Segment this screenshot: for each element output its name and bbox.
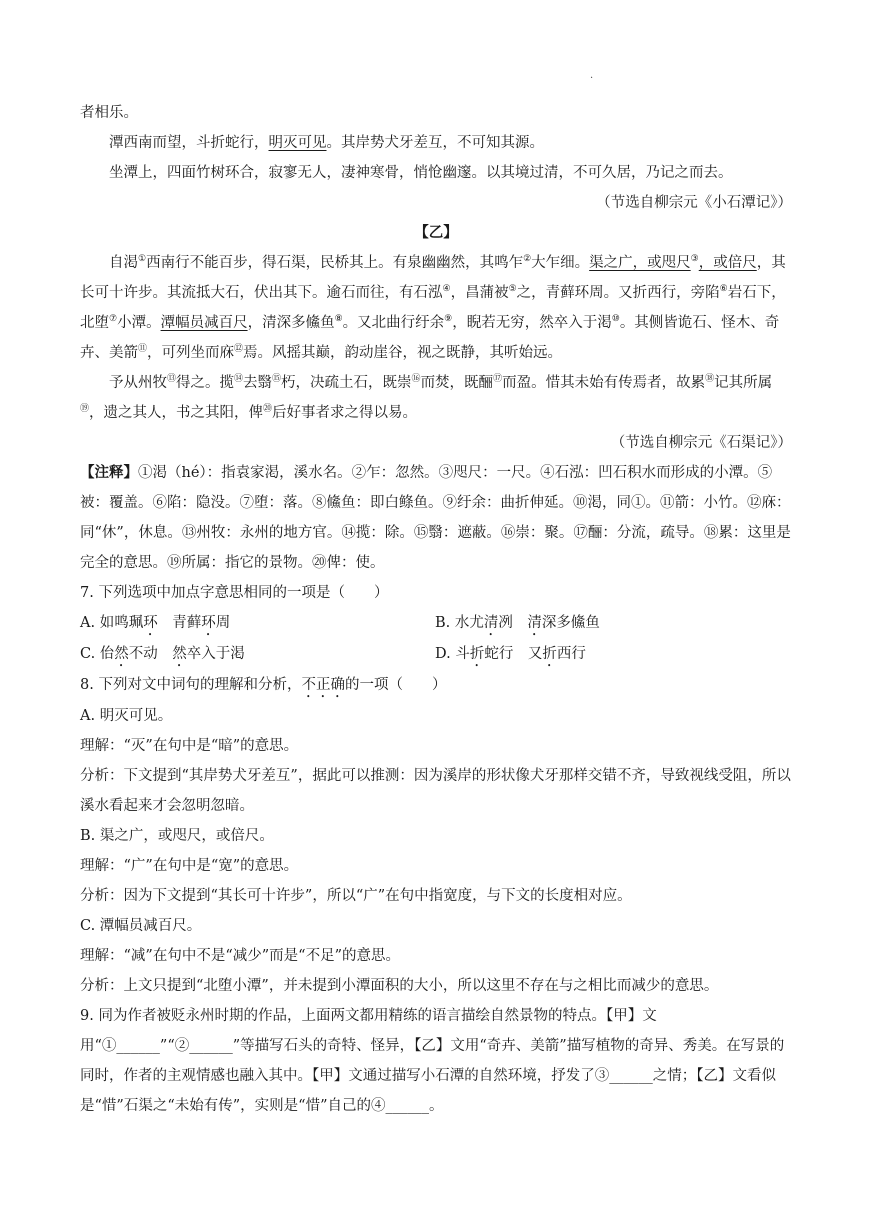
text-run: 。又北曲行纡余	[342, 315, 445, 331]
text-run: ，遗之其人，书之其阳，俾	[89, 405, 264, 421]
text-run: 而焚，既酾	[420, 375, 494, 391]
q9-text: 9. 同为作者被贬永州时期的作品，上面两文都用精练的语言描绘自然景物的特点。【甲】文用“①______”“②______”等描写石头的奇特、怪异，【乙】文用“奇卉、美箭”描写植物的奇异、秀美。在写景的同时，作者的主观情感也融入其中。【甲】文通过描写小石潭的自然环境，抒发了③______之情；【乙】文看似是“惜”石渠之“未始有传”，实则是“惜”自己的④______。	[80, 1008, 785, 1114]
option-gap	[513, 646, 528, 662]
q8-line: 理解：“减”在句中不是“减少”而是“不足”的意思。	[80, 948, 400, 964]
footnote-marker: ⑪	[138, 344, 148, 355]
option-text: 斗	[455, 646, 470, 662]
q7-row-1	[80, 608, 792, 639]
q8-line-a: A. 明灭可见。	[80, 708, 173, 724]
option-gap	[513, 615, 528, 631]
dotted-char: 清	[483, 615, 499, 631]
dotted-char: 清	[527, 615, 542, 631]
dotted-char: 然	[172, 646, 187, 662]
q8-line: 理解：“广”在句中是“宽”的意思。	[80, 858, 299, 874]
text-run: 大乍细。	[531, 255, 590, 271]
q7-option-d[interactable]	[435, 639, 790, 670]
text-run: 得之。揽	[176, 375, 235, 391]
footnote-marker: ⑬	[167, 374, 177, 385]
text-run: 记其所属	[714, 375, 773, 391]
option-label: C.	[80, 646, 96, 662]
text-run: 西南行不能百步，得石渠，民桥其上。有泉幽幽然，其鸣乍	[146, 255, 524, 271]
yi-header: 【乙】	[414, 224, 458, 241]
jia-p2-underlined: 明灭可见	[268, 135, 327, 151]
document-content	[80, 98, 792, 1121]
footnote-marker: ⑱	[705, 374, 715, 385]
jia-p2-text-b: 。其岸势犬牙差互，不可知其源。	[326, 135, 544, 151]
jia-paragraph-2	[80, 128, 792, 158]
footnote-marker: ⑮	[272, 374, 282, 385]
option-text: 佁	[99, 646, 115, 662]
text-run: 去翳	[243, 375, 273, 391]
q8-line: 理解：“灭”在句中是“暗”的意思。	[80, 738, 299, 754]
footnote-marker: ⑦	[109, 314, 118, 325]
footnote-marker: ⑧	[334, 314, 343, 325]
text-run: ，其长可十许步。其流抵大石，伏出其下。逾石而往，有石泓	[80, 255, 786, 301]
footnote-marker: ⑭	[234, 374, 244, 385]
text-run: 自渇	[109, 255, 138, 271]
underlined-text: 渠之广，或咫尺	[589, 255, 691, 271]
jia-p2-text-a: 潭西南而望，斗折蛇行，	[109, 135, 269, 151]
q8-line: 分析：上文只提到“北堕小潭”，并未提到小潭面积的大小，所以这里不存在与之相比而减少的意思。	[80, 978, 719, 994]
footnote-marker: ⑨	[444, 314, 453, 325]
option-label: D.	[435, 646, 451, 662]
footnote-marker: ③	[690, 254, 699, 265]
jia-paragraph-3: 坐潭上，四面竹树环合，寂寥无人，凄神寒骨，悄怆幽邃。以其境过清，不可久居，乃记之而去。	[109, 165, 733, 181]
footnote-marker: ⑰	[493, 374, 503, 385]
text-run: ，可列坐而庥	[147, 345, 235, 361]
underlined-text: 潭幅员减百尺	[160, 315, 248, 331]
footnote-marker: ⑤	[508, 284, 517, 295]
footnote-marker: ②	[523, 254, 532, 265]
yi-paragraph-1	[80, 248, 792, 368]
notes	[80, 458, 792, 578]
q7-stem: 7. 下列选项中加点字意思相同的一项是（ ）	[80, 585, 389, 601]
text-run: 小潭。	[117, 315, 161, 331]
option-text: 水尤	[454, 615, 484, 631]
text-run: 朽，决疏土石，既崇	[281, 375, 412, 391]
yi-source: （节选自柳宗元《石渠记》）	[610, 435, 792, 451]
dotted-char: 环	[201, 615, 216, 631]
q8-line: 分析：因为下文提到“其长可十许步”，所以“广”在句中指宽度，与下文的长度相对应。	[80, 888, 632, 904]
footnote-marker: ⑫	[234, 344, 244, 355]
option-text: 青藓	[172, 615, 202, 631]
q8-line: 分析：下文提到“其岸势犬牙差互”，据此可以推测：因为溪岸的形状像犬牙那样交错不齐，导致视线受阻，所以溪水看起来才会忽明忽暗。	[80, 768, 791, 814]
footnote-marker: ⑥	[719, 284, 728, 295]
option-text: 冽	[498, 615, 513, 631]
option-text: 周	[215, 615, 231, 631]
option-gap	[158, 615, 173, 631]
footnote-marker: ⑲	[80, 404, 90, 415]
text-run: 而盈。惜其未始有传焉者，故累	[502, 375, 706, 391]
q8-line-b: B. 渠之广，或咫尺，或倍尺。	[80, 828, 274, 844]
option-text: 卒入于渇	[186, 646, 245, 662]
dotted-char: 折	[469, 646, 485, 662]
text-run: 之，青藓环周。又折西行，旁陷	[516, 285, 720, 301]
footnote-marker: ⑳	[263, 404, 273, 415]
q8-stem-a: 8. 下列对文中词句的理解和分析，	[80, 677, 302, 693]
notes-text: ①渇（hé）：指袁家渇，溪水名。②乍：忽然。③咫尺：一尺。④石泓：凹石积水而形成的小潭。⑤被：覆盖。⑥陷：隐没。⑦堕：落。⑧鯈鱼：即白鲦鱼。⑨纡余：曲折伸延。⑩渇，同①。⑪箭：小竹。⑫庥：同“休”，休息。⑬州牧：永州的地方官。⑭揽：除。⑮翳：遮蔽。⑯崇：聚。⑰酾：分流，疏导。⑱累：这里是完全的意思。⑲所属：指它的景物。⑳俾：使。	[80, 465, 791, 571]
q8-line-c: C. 潭幅员减百尺。	[80, 918, 202, 934]
option-text: 不动	[128, 646, 158, 662]
text-run: ，睨若无穷，然卒入于渇	[452, 315, 612, 331]
q7-option-c[interactable]	[80, 639, 435, 670]
yi-paragraph-2	[80, 368, 792, 428]
q8-stem-b: 的一项（ ）	[344, 677, 447, 693]
text-run: 后好事者求之得以易。	[272, 405, 418, 421]
option-text: 又	[527, 646, 543, 662]
dotted-char: 然	[114, 646, 129, 662]
q8-stem	[80, 670, 792, 701]
dotted-char: 环	[143, 615, 158, 631]
option-label: B.	[435, 615, 451, 631]
jia-source: （节选自柳宗元《小石潭记》）	[596, 195, 792, 211]
option-gap	[158, 646, 173, 662]
underlined-text: ，或倍尺	[698, 255, 757, 271]
q7-row-2	[80, 639, 792, 670]
q7-option-a[interactable]	[80, 608, 435, 639]
q7-option-b[interactable]	[435, 608, 790, 639]
dotted-char: 折	[542, 646, 557, 662]
text-run: 予从州牧	[109, 375, 167, 391]
jia-line-0: 者相乐。	[80, 105, 138, 121]
text-run: ，昌蒲被	[450, 285, 509, 301]
text-run: 。其侧皆诡石、怪木、奇卉、美箭	[80, 315, 780, 361]
option-label: A.	[80, 615, 96, 631]
option-text: 蛇行	[484, 646, 514, 662]
text-run: ，清深多鯈鱼	[247, 315, 335, 331]
notes-label: 【注释】	[80, 464, 138, 481]
option-text: 深多鯈鱼	[541, 615, 600, 631]
footnote-marker: ④	[442, 284, 451, 295]
text-run: 焉。风摇其巅，韵动崖谷，视之既静，其听始远。	[243, 345, 563, 361]
page-mark: ·	[590, 73, 594, 84]
option-text: 西行	[556, 646, 586, 662]
q8-stem-emphasis: 不正确	[301, 677, 345, 693]
option-text: 如鸣珮	[99, 615, 144, 631]
text-run: 岩石下，北堕	[80, 285, 786, 331]
footnote-marker: ①	[138, 254, 147, 265]
footnote-marker: ⑯	[411, 374, 421, 385]
footnote-marker: ⑩	[611, 314, 620, 325]
